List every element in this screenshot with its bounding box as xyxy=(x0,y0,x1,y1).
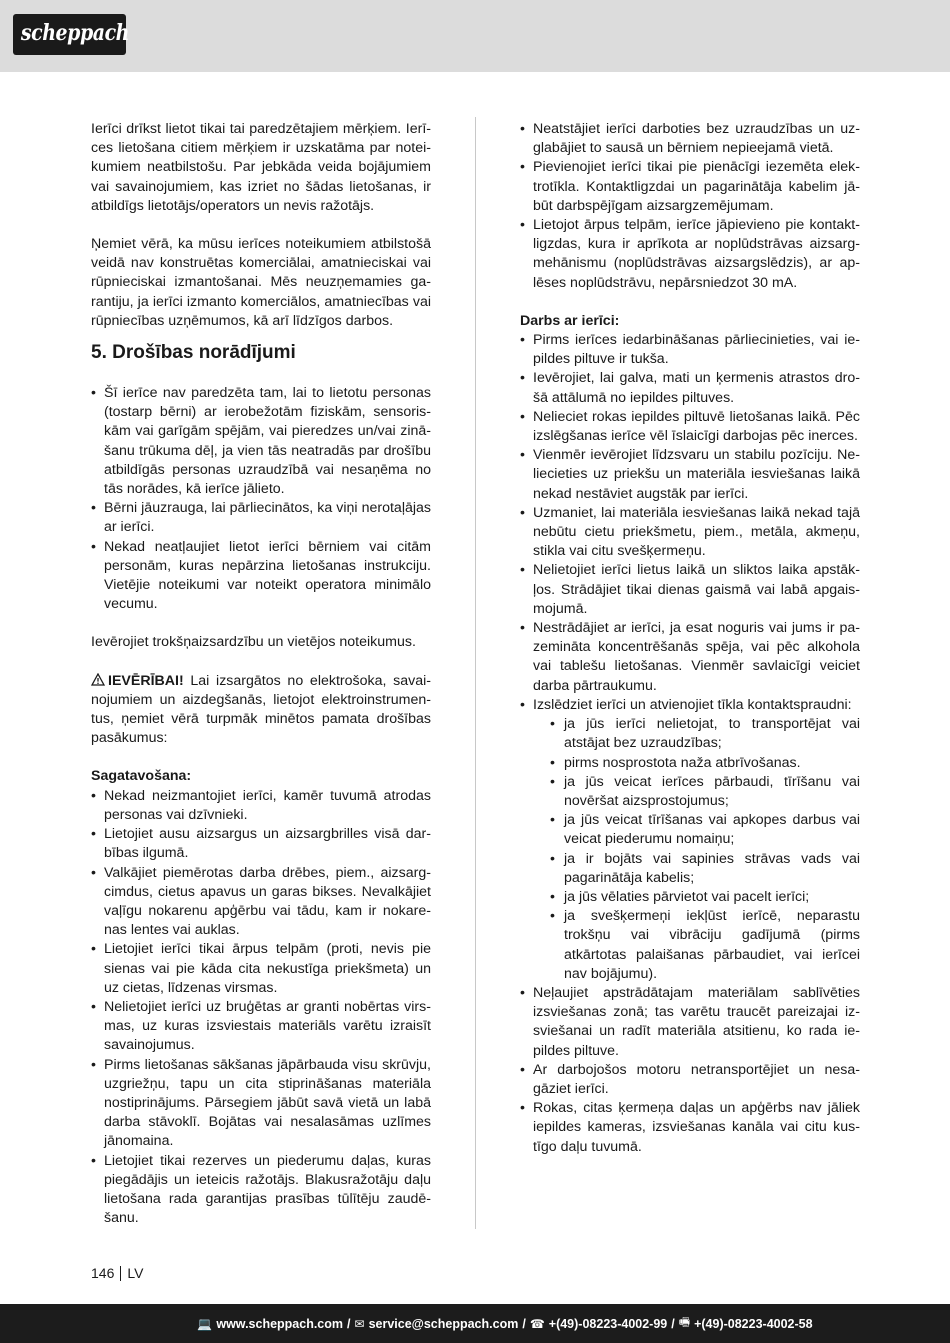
sublist-item: • ja jūs ierīci nelietojat, to transportējat vai atstājat bez uzraudzības; xyxy=(550,715,860,753)
column-divider xyxy=(475,117,476,1229)
sublist-item: • ja jūs vēlaties pārvietot vai pacelt ierīci; xyxy=(550,888,860,907)
footer-separator: / xyxy=(671,1316,675,1331)
right-column xyxy=(520,120,860,1157)
list-item: • Nestrādājiet ar ierīci, ja esat noguris vai jums ir pazemināta koncentrēšanās spēja, vai pēc alkohola vai tablešu lietošanas. Vienmēr savlaicīgi veiciet darba pārtraukumu. xyxy=(520,619,860,696)
sublist-item: • pirms nosprostota naža atbrīvošanas. xyxy=(550,754,860,773)
computer-icon: 💻 xyxy=(197,1316,213,1331)
list-item: • Neatstājiet ierīci darboties bez uzraudzības un uzglabājiet to sausā un bērniem nepieejamā vietā. xyxy=(520,120,860,158)
right-top-list xyxy=(520,120,860,293)
list-item: • Bērni jāuzrauga, lai pārliecinātos, ka viņi nerotaļājas ar ierīci. xyxy=(91,499,431,537)
sublist-item: • ja svešķermeņi iekļūst ierīcē, neparastu trokšņu vai vibrāciju gadījumā (pirms atkārtotas palaišanas pārbaudiet, vai ierīcei nav bojājumu). xyxy=(550,907,860,984)
list-item: • Nelietojiet ierīci uz bruģētas ar granti nobērtas virsmas, uz kuras izsviestais materiāls varētu izraisīt savainojumus. xyxy=(91,998,431,1056)
list-item xyxy=(520,696,860,984)
work-heading: Darbs ar ierīci: xyxy=(520,312,620,329)
page-number xyxy=(91,1265,143,1281)
list-item: • Nelieciet rokas iepildes piltuvē lietošanas laikā. Pēc izslēgšanas ierīce vēl īslaicīgi darbojas pēc inerces. xyxy=(520,408,860,446)
footer-fax: +(49)-08223-4002-58 xyxy=(694,1316,813,1331)
footer-mail[interactable]: service@scheppach.com xyxy=(368,1316,519,1331)
list-item: • Pirms ierīces iedarbināšanas pārliecinieties, vai iepildes piltuve ir tukša. xyxy=(520,331,860,369)
list-item: • Vienmēr ievērojiet līdzsvaru un stabilu pozīciju. Neliecieties uz priekšu un materiāla iesviešanas laikā nekad nestāviet augstāk par ierīci. xyxy=(520,446,860,504)
list-item: • Lietojot ārpus telpām, ierīce jāpievieno pie kontaktligzdas, kura ir aprīkota ar noplūdstrāvas aizsargmehānismu (noplūdstrāvas aizsargslēdzis), ar aplēses noplūdstrāvu, nepārsniedzot 30 mA. xyxy=(520,216,860,293)
sublist-item: • ja jūs veicat tīrīšanas vai apkopes darbus vai veicat piederumu nomaiņu; xyxy=(550,811,860,849)
footer-separator: / xyxy=(347,1316,351,1331)
list-item: • Valkājiet piemērotas darba drēbes, piem., aizsargcimdus, cietus apavus un garas bikses. Nevalkājiet vaļīgu nokarenu apģērbu vai tādu, kam ir nokarenas lentes vai auklas. xyxy=(91,864,431,941)
intro-paragraph-2: Ņemiet vērā, ka mūsu ierīces noteikumiem atbilstošā veidā nav konstruētas komerciālai, amatnieciskai vai rūpnieciskai izmantošanai. Mēs neuzņemamies garantiju, ja ierīci izmanto komerciālos, amatniecības vai rūpniecības uzņēmumos, kā arī līdzīgos darbos. xyxy=(91,236,431,329)
work-list xyxy=(520,331,860,696)
list-item: • Lietojiet tikai rezerves un piederumu daļas, kuras piegādājis un ieteicis ražotājs. Blakusražotāju daļu lietošana rada garantijas prasības tūlītēju zaudēšanu. xyxy=(91,1152,431,1229)
list-item: • Ar darbojošos motoru netransportējiet un nesagāziet ierīci. xyxy=(520,1061,860,1099)
warning-text: Lai izsargātos no elektrošoka, savainojumiem un aizdegšanās, lietojot elektroinstrumentus, ņemiet vērā turpmāk minētos pamata drošības pasākumus: xyxy=(91,672,431,747)
footer-separator: / xyxy=(522,1316,526,1331)
intro-paragraph-1: Ierīci drīkst lietot tikai tai paredzētajiem mērķiem. Ierīces lietošana citiem mērķiem ir uzskatāma par noteikumiem neatbilstošu. Par jebkāda veida bojājumiem vai savainojumiem, kas izriet no šādas lietošanas, ir atbildīgs lietotājs/operators un nevis ražotājs. xyxy=(91,121,431,214)
page-number-value: 146 xyxy=(91,1265,115,1281)
footer-web[interactable]: www.scheppach.com xyxy=(216,1316,344,1331)
phone-icon: ☎ xyxy=(529,1316,545,1331)
list-item: • Nekad neizmantojiet ierīci, kamēr tuvumā atrodas personas vai dzīvnieki. xyxy=(91,787,431,825)
list-item: • Nekad neatļaujiet lietot ierīci bērniem vai citām personām, kuras nepārzina lietošanas instrukciju. Vietējie noteikumi var noteikt operatora minimālo vecumu. xyxy=(91,538,431,615)
list-item: • Pirms lietošanas sākšanas jāpārbauda visu skrūvju, uzgriežņu, tapu un cita stiprināšanas materiāla nostiprinājums. Pārsegiem jābūt savā vietā un labā darba stāvoklī. Bojātas vai nesalasāmas uzlīmes jānomaina. xyxy=(91,1056,431,1152)
warning-label: IEVĒRĪBAI! xyxy=(108,672,184,689)
list-item: • Rokas, citas ķermeņa daļas un apģērbs nav jāliek iepildes kameras, izsviešanas kanāla vai citu kustīgo daļu tuvumā. xyxy=(520,1099,860,1157)
safety-list xyxy=(91,384,431,614)
list-item: • Lietojiet ausu aizsargus un aizsargbrilles visā darbības ilgumā. xyxy=(91,825,431,863)
page-number-separator xyxy=(120,1266,121,1281)
brand-logo xyxy=(13,14,130,55)
section-title: 5. Drošības norādījumi xyxy=(91,342,296,364)
list-item: • Pievienojiet ierīci tikai pie pienācīgi iezemēta elektrotīkla. Kontaktligzdai un pagarinātāja kabelim jābūt darbspējīgam aizsargzemējumam. xyxy=(520,158,860,216)
fax-icon: 🖷 xyxy=(678,1315,691,1329)
right-bottom-list xyxy=(520,984,860,1157)
list-item: • Ievērojiet, lai galva, mati un ķermenis atrastos drošā attālumā no iepildes piltuves. xyxy=(520,369,860,407)
disconnect-intro: Izslēdziet ierīci un atvienojiet tīkla kontaktspraudni: xyxy=(533,696,852,713)
list-item: • Lietojiet ierīci tikai ārpus telpām (proti, nevis pie sienas vai pie kāda cita nekustīga priekšmeta) un uz cietas, līdzenas virsmas. xyxy=(91,940,431,998)
disconnect-sublist xyxy=(550,715,860,984)
noise-note: Ievērojiet trokšņaizsardzību un vietējos noteikumus. xyxy=(91,634,416,651)
warning-triangle-icon xyxy=(91,673,105,686)
sublist-item: • ja ir bojāts vai sapinies strāvas vads vai pagarinātāja kabelis; xyxy=(550,850,860,888)
warning-paragraph xyxy=(91,672,431,749)
list-item: • Neļaujiet apstrādātajam materiālam sablīvēties izsviešanas zonā; tas varētu traucēt pareizajai izsviešanai un radīt materiāla atsitienu, ko rada iepildes piltuve. xyxy=(520,984,860,1061)
left-column xyxy=(91,120,431,1228)
footer-phone: +(49)-08223-4002-99 xyxy=(548,1316,668,1331)
list-item: • Nelietojiet ierīci lietus laikā un sliktos laika apstākļos. Strādājiet tikai dienas gaismā vai labā apgaismojumā. xyxy=(520,561,860,619)
page-header xyxy=(0,0,950,72)
page-footer xyxy=(0,1304,950,1343)
prep-list xyxy=(91,787,431,1229)
disconnect-list xyxy=(520,696,860,984)
list-item: • Uzmaniet, lai materiāla iesviešanas laikā nekad tajā nebūtu cietu priekšmetu, piem., metāla, akmeņu, stikla vai citu svešķermeņu. xyxy=(520,504,860,562)
mail-icon: ✉ xyxy=(354,1316,365,1331)
sublist-item: • ja jūs veicat ierīces pārbaudi, tīrīšanu vai novēršat aizsprostojumus; xyxy=(550,773,860,811)
prep-heading: Sagatavošana: xyxy=(91,768,192,785)
brand-logo-text: scheppach xyxy=(20,20,130,46)
page-language: LV xyxy=(127,1265,144,1281)
list-item: • Šī ierīce nav paredzēta tam, lai to lietotu personas (tostarp bērni) ar ierobežotām fiziskām, sensoriskām vai garīgām spējām, vai pieredzes un/vai zināšanu trūkuma dēļ, ja vien tās neatradās par drošību atbildīgās personas uzraudzībā vai nesaņēma no tās norādes, kā ierīce jālieto. xyxy=(91,384,431,499)
